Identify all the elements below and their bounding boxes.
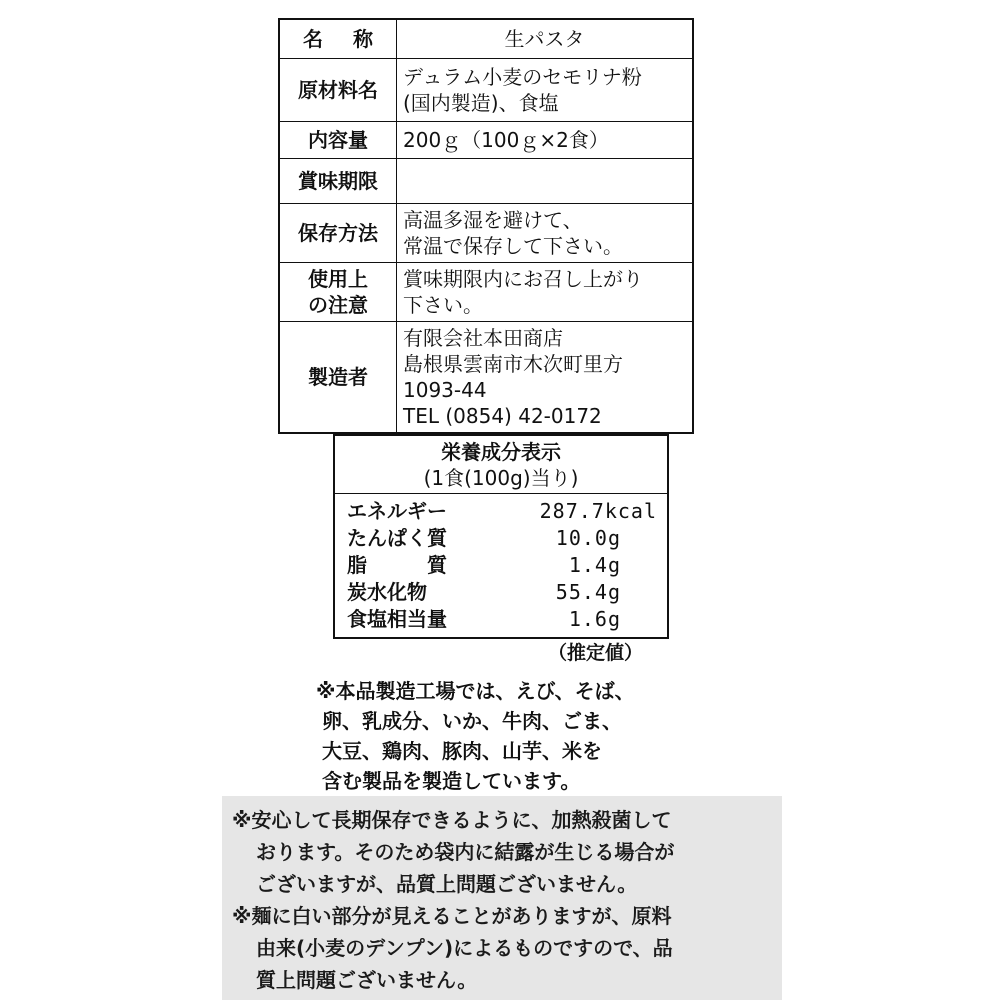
notice-text — [232, 804, 777, 996]
label-row-usage — [280, 262, 692, 321]
nutrition-row — [347, 579, 657, 606]
usage-key-line: の注意 — [308, 293, 368, 317]
nutrient-value: 10.0g — [555, 526, 621, 550]
label-key-ingredients: 原材料名 — [280, 59, 397, 121]
usage-key-line: 使用上 — [308, 267, 368, 291]
nutrition-title: 栄養成分表示 — [441, 440, 561, 464]
label-value-volume: 200ｇ（100ｇ×2食） — [403, 128, 609, 152]
nutrition-header — [335, 436, 667, 494]
label-value-maker — [397, 322, 692, 432]
label-key-usage — [280, 263, 397, 321]
allergen-line: ※本品製造工場では、えび、そば、 — [316, 679, 635, 703]
nutrition-rows — [335, 494, 667, 633]
notice-line: ございますが、品質上問題ございません。 — [256, 872, 638, 896]
notice-line: 質上問題ございません。 — [256, 968, 478, 992]
label-row-expiry — [280, 158, 692, 203]
nutrition-row — [347, 525, 657, 552]
label-key-expiry: 賞味期限 — [280, 159, 397, 203]
nutrition-row — [347, 552, 657, 579]
storage-line: 高温多湿を避けて、 — [403, 208, 583, 232]
label-value-expiry — [397, 159, 692, 203]
label-row-volume — [280, 121, 692, 158]
label-row-maker — [280, 321, 692, 432]
allergen-note — [316, 676, 736, 796]
nutrition-facts-box — [333, 434, 669, 639]
notice-line: ※麺に白い部分が見えることがありますが、原料 — [232, 904, 672, 928]
label-value-usage — [397, 263, 692, 321]
maker-line: 1093-44 — [403, 378, 487, 402]
ingredients-line: デュラム小麦のセモリナ粉 — [403, 65, 642, 89]
nutrient-value: 55.4g — [555, 580, 621, 604]
nutrient-name: エネルギー — [347, 499, 447, 523]
label-row-storage — [280, 203, 692, 262]
nutrition-subtitle: (1食(100g)当り) — [423, 466, 579, 490]
label-key-volume: 内容量 — [280, 122, 397, 158]
notice-line: 由来(小麦のデンプン)によるものですので、品 — [256, 936, 673, 960]
allergen-line: 卵、乳成分、いか、牛肉、ごま、 — [322, 709, 622, 733]
nutrient-name: 脂 質 — [347, 553, 447, 577]
label-value-storage — [397, 204, 692, 262]
ingredients-line: (国内製造)、食塩 — [403, 91, 559, 115]
nutrient-name: 食塩相当量 — [347, 607, 447, 631]
maker-line: 有限会社本田商店 — [403, 326, 563, 350]
product-label-table — [278, 18, 694, 434]
storage-line: 常温で保存して下さい。 — [403, 234, 623, 258]
notice-line: おります。そのため袋内に結露が生じる場合が — [256, 840, 675, 864]
nutrient-value: 1.6g — [568, 607, 621, 631]
nutrient-value: 1.4g — [568, 553, 621, 577]
label-value-ingredients — [397, 59, 692, 121]
maker-line: 島根県雲南市木次町里方 — [403, 352, 623, 376]
nutrition-row — [347, 606, 657, 633]
nutrient-value: 287.7kcal — [539, 499, 657, 523]
notice-line: ※安心して長期保存できるように、加熱殺菌して — [232, 808, 672, 832]
label-key-storage: 保存方法 — [280, 204, 397, 262]
nutrient-name: たんぱく質 — [347, 526, 447, 550]
nutrition-row — [347, 498, 657, 525]
estimate-note: （推定値） — [548, 642, 644, 664]
maker-line: TEL (0854) 42-0172 — [403, 404, 602, 428]
label-key-maker: 製造者 — [280, 322, 397, 432]
allergen-line: 大豆、鶏肉、豚肉、山芋、米を — [322, 739, 602, 763]
usage-line: 賞味期限内にお召し上がり — [403, 267, 643, 291]
label-key-name: 名称 — [280, 20, 397, 58]
label-value-name: 生パスタ — [504, 27, 585, 51]
nutrient-name: 炭水化物 — [347, 580, 427, 604]
usage-line: 下さい。 — [403, 293, 483, 317]
allergen-line: 含む製品を製造しています。 — [322, 769, 581, 793]
label-row-name — [280, 20, 692, 58]
label-row-ingredients — [280, 58, 692, 121]
